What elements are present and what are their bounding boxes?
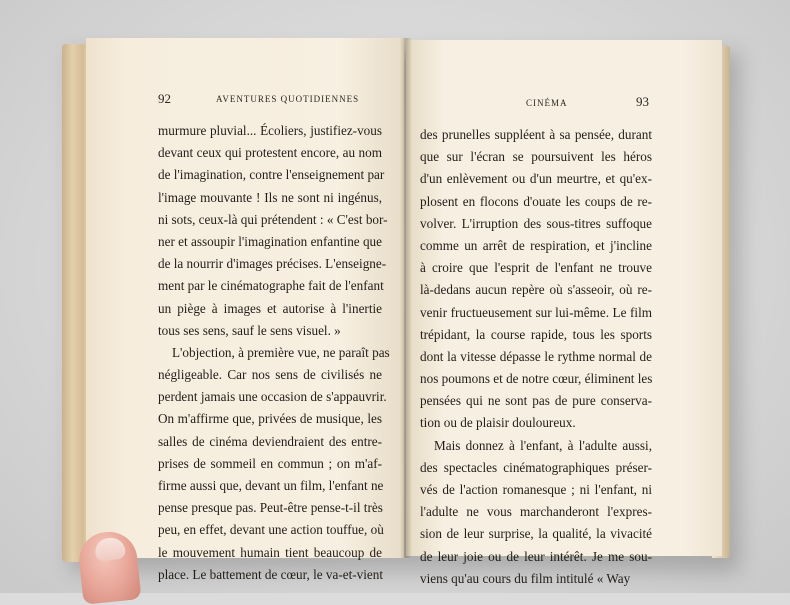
right-page-text <box>420 124 652 590</box>
left-page-text <box>158 120 390 586</box>
text-line: l'image mouvante ! Ils ne sont ni ingénus, <box>158 189 382 205</box>
text-line: ni sots, ceux-là qui prétendent : « C'est bor- <box>158 211 388 227</box>
text-line: salles de cinéma deviendraient des entre- <box>158 433 382 449</box>
text-line: de l'imagination, contre l'enseignement par <box>158 167 385 183</box>
text-line: trépidant, la course rapide, tous les sports <box>420 326 652 342</box>
text-line: que sur l'écran se poursuivent les héros <box>420 149 652 165</box>
text-line: firme aussi que, devant un film, l'enfant ne <box>158 478 384 493</box>
text-line: à croire que l'esprit de l'enfant ne trouve <box>420 260 652 276</box>
text-line: Mais donnez à l'enfant, à l'adulte aussi, <box>434 437 652 453</box>
text-line: le mouvement humain tient beaucoup de <box>158 544 382 560</box>
left-running-head: AVENTURES QUOTIDIENNES <box>216 94 360 104</box>
text-line: nos poumons et de notre cœur, éliminent les <box>420 371 653 387</box>
text-line: vés de l'action romanesque ; ni l'enfant, ni <box>420 482 652 497</box>
text-line: On m'affirme que, privées de musique, les <box>158 411 382 427</box>
text-line: de la nourrir d'images précises. L'enseigne- <box>158 256 387 272</box>
text-line: pense presque pas. Peut-être pense-t-il très <box>158 500 383 516</box>
text-line: de leur joie ou de leur intérêt. Je me sou- <box>420 548 652 564</box>
text-line: ment par le cinématographe fait de l'enfant <box>158 278 384 294</box>
text-line: tous ses sens, sauf le sens visuel. » <box>158 322 341 338</box>
book-gutter <box>400 38 412 558</box>
text-line: des prunelles suppléent à sa pensée, durant <box>420 127 652 142</box>
text-line: l'adulte ne vous marchanderont l'expres- <box>420 504 652 520</box>
text-line: devant ceux qui protestent encore, au nom <box>158 145 382 161</box>
left-page <box>86 38 404 582</box>
text-line: un piège à images et autorise à l'inertie <box>158 300 382 316</box>
text-line: ner et assoupir l'imagination enfantine que <box>158 233 382 249</box>
right-page <box>406 40 722 586</box>
text-line: sion de leur surprise, la qualité, la vivacité <box>420 526 652 542</box>
text-line: L'objection, à première vue, ne paraît pas <box>172 344 390 360</box>
text-line: perdent jamais une occasion de s'appauvrir. <box>158 389 387 405</box>
text-line: peu, en effet, devant une action touffue, où <box>158 522 384 538</box>
text-line: dont la vitesse dépasse le rythme normal de <box>420 348 652 364</box>
left-page-number: 92 <box>158 91 171 106</box>
text-line: des spectacles cinématographiques préser- <box>420 459 652 475</box>
right-running-head: CINÉMA <box>526 98 568 108</box>
text-line: prises de sommeil en commun ; on m'af- <box>158 455 382 471</box>
text-line: pensées qui ne sont pas de pure conserva- <box>420 393 652 409</box>
text-line: place. Le battement de cœur, le va-et-vient <box>158 566 384 582</box>
text-line: là-dedans aucun repère où s'asseoir, où re- <box>420 282 652 298</box>
text-line: volver. L'irruption des sous-titres suffoque <box>420 215 652 231</box>
text-line: murmure pluvial... Écoliers, justifiez-vous <box>158 123 382 138</box>
text-line: venir fructueusement sur lui-même. Le film <box>420 304 652 320</box>
text-line: comme un arrêt de respiration, et j'incline <box>420 237 652 253</box>
text-line: viens qu'au cours du film intitulé « Way <box>420 570 631 586</box>
right-page-number: 93 <box>636 94 649 109</box>
text-line: tion ou de plaisir douloureux. <box>420 415 576 431</box>
text-line: plosent en flocons d'ouate les coups de re- <box>420 193 652 209</box>
text-line: négligeable. Car nos sens de civilisés ne <box>158 367 382 383</box>
text-line: d'un enlèvement ou d'un meurtre, et qu'ex- <box>420 171 652 187</box>
